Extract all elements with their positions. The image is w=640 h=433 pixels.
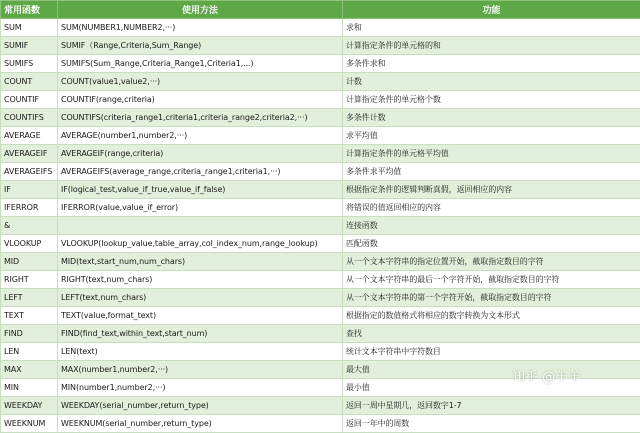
usage-cell: SUMIF（Range,Criteria,Sum_Range) <box>58 37 343 55</box>
usage-cell <box>58 217 343 235</box>
feature-cell: 计算指定条件的单元格平均值 <box>343 145 640 163</box>
function-name-cell: SUMIF <box>1 37 58 55</box>
usage-cell: SUMIFS(Sum_Range,Criteria_Range1,Criteria1,...) <box>58 55 343 73</box>
feature-cell: 将错误的值返回相应的内容 <box>343 199 640 217</box>
feature-cell: 多条件求平均值 <box>343 163 640 181</box>
table-row <box>1 289 640 307</box>
function-name-cell: FIND <box>1 325 58 343</box>
table-row <box>1 37 640 55</box>
feature-cell: 从一个文本字符串的指定位置开始，截取指定数目的字符 <box>343 253 640 271</box>
usage-cell: WEEKDAY(serial_number,return_type) <box>58 397 343 415</box>
feature-cell: 统计文本字符串中字符数目 <box>343 343 640 361</box>
table-row <box>1 415 640 433</box>
feature-cell: 多条件计数 <box>343 109 640 127</box>
usage-cell: MID(text,start_num,num_chars) <box>58 253 343 271</box>
table-header <box>1 1 640 19</box>
table-row <box>1 253 640 271</box>
table-row <box>1 127 640 145</box>
table-row <box>1 55 640 73</box>
usage-cell: AVERAGEIFS(average_range,criteria_range1,criteria1,···) <box>58 163 343 181</box>
function-name-cell: MIN <box>1 379 58 397</box>
table-row <box>1 145 640 163</box>
function-name-cell: TEXT <box>1 307 58 325</box>
function-name-cell: COUNT <box>1 73 58 91</box>
usage-cell: AVERAGEIF(range,criteria) <box>58 145 343 163</box>
table-row <box>1 91 640 109</box>
watermark-text: 知乎 @羊羊 <box>512 366 581 385</box>
function-name-cell: WEEKNUM <box>1 415 58 433</box>
usage-cell: COUNTIFS(criteria_range1,criteria1,criteria_range2,criteria2,···) <box>58 109 343 127</box>
function-name-cell: VLOOKUP <box>1 235 58 253</box>
feature-cell: 最大值 <box>343 361 640 379</box>
feature-cell: 从一个文本字符串的第一个字符开始，截取指定数目的字符 <box>343 289 640 307</box>
usage-cell: IFERROR(value,value_if_error) <box>58 199 343 217</box>
function-name-cell: AVERAGE <box>1 127 58 145</box>
function-name-cell: AVERAGEIF <box>1 145 58 163</box>
function-name-cell: IFERROR <box>1 199 58 217</box>
usage-cell: VLOOKUP(lookup_value,table_array,col_index_num,range_lookup) <box>58 235 343 253</box>
table-row <box>1 199 640 217</box>
table-row <box>1 109 640 127</box>
table-row <box>1 217 640 235</box>
usage-cell: WEEKNUM(serial_number,return_type) <box>58 415 343 433</box>
table-row <box>1 19 640 37</box>
usage-cell: RIGHT(text,num_chars) <box>58 271 343 289</box>
feature-cell: 查找 <box>343 325 640 343</box>
table-row <box>1 271 640 289</box>
function-name-cell: IF <box>1 181 58 199</box>
usage-cell: LEFT(text,num_chars) <box>58 289 343 307</box>
usage-cell: COUNTIF(range,criteria) <box>58 91 343 109</box>
watermark <box>512 366 581 385</box>
header-function: 常用函数 <box>1 1 58 19</box>
usage-cell: MAX(number1,number2,···) <box>58 361 343 379</box>
feature-cell: 求平均值 <box>343 127 640 145</box>
header-feature: 功能 <box>343 1 640 19</box>
feature-cell: 计算指定条件的单元格个数 <box>343 91 640 109</box>
usage-cell: AVERAGE(number1,number2,···) <box>58 127 343 145</box>
table-row <box>1 163 640 181</box>
usage-cell: COUNT(value1,value2,···) <box>58 73 343 91</box>
table-row <box>1 181 640 199</box>
function-name-cell: SUMIFS <box>1 55 58 73</box>
function-name-cell: MID <box>1 253 58 271</box>
function-name-cell: COUNTIFS <box>1 109 58 127</box>
usage-cell: SUM(NUMBER1,NUMBER2,···) <box>58 19 343 37</box>
header-row <box>1 1 640 19</box>
feature-cell: 多条件求和 <box>343 55 640 73</box>
table-row <box>1 397 640 415</box>
feature-cell: 求和 <box>343 19 640 37</box>
feature-cell: 连接函数 <box>343 217 640 235</box>
function-name-cell: COUNTIF <box>1 91 58 109</box>
function-name-cell: LEN <box>1 343 58 361</box>
table-row <box>1 307 640 325</box>
feature-cell: 返回一年中的周数 <box>343 415 640 433</box>
table-row <box>1 325 640 343</box>
feature-cell: 返回一周中星期几，返回数字1-7 <box>343 397 640 415</box>
function-name-cell: RIGHT <box>1 271 58 289</box>
function-name-cell: MAX <box>1 361 58 379</box>
header-usage: 使用方法 <box>58 1 343 19</box>
usage-cell: IF(logical_test,value_if_true,value_if_false) <box>58 181 343 199</box>
feature-cell: 匹配函数 <box>343 235 640 253</box>
feature-cell: 根据指定条件的逻辑判断真假，返回相应的内容 <box>343 181 640 199</box>
function-name-cell: LEFT <box>1 289 58 307</box>
function-name-cell: & <box>1 217 58 235</box>
function-name-cell: SUM <box>1 19 58 37</box>
feature-cell: 最小值 <box>343 379 640 397</box>
usage-cell: LEN(text) <box>58 343 343 361</box>
table-row <box>1 73 640 91</box>
function-name-cell: AVERAGEIFS <box>1 163 58 181</box>
usage-cell: MIN(number1,number2,···) <box>58 379 343 397</box>
feature-cell: 从一个文本字符串的最后一个字符开始，截取指定数目的字符 <box>343 271 640 289</box>
function-name-cell: WEEKDAY <box>1 397 58 415</box>
feature-cell: 计算指定条件的单元格的和 <box>343 37 640 55</box>
feature-cell: 根据指定的数值格式将相应的数字转换为文本形式 <box>343 307 640 325</box>
feature-cell: 计数 <box>343 73 640 91</box>
table-row <box>1 343 640 361</box>
table-row <box>1 235 640 253</box>
usage-cell: FIND(find_text,within_text,start_num) <box>58 325 343 343</box>
usage-cell: TEXT(value,format_text) <box>58 307 343 325</box>
